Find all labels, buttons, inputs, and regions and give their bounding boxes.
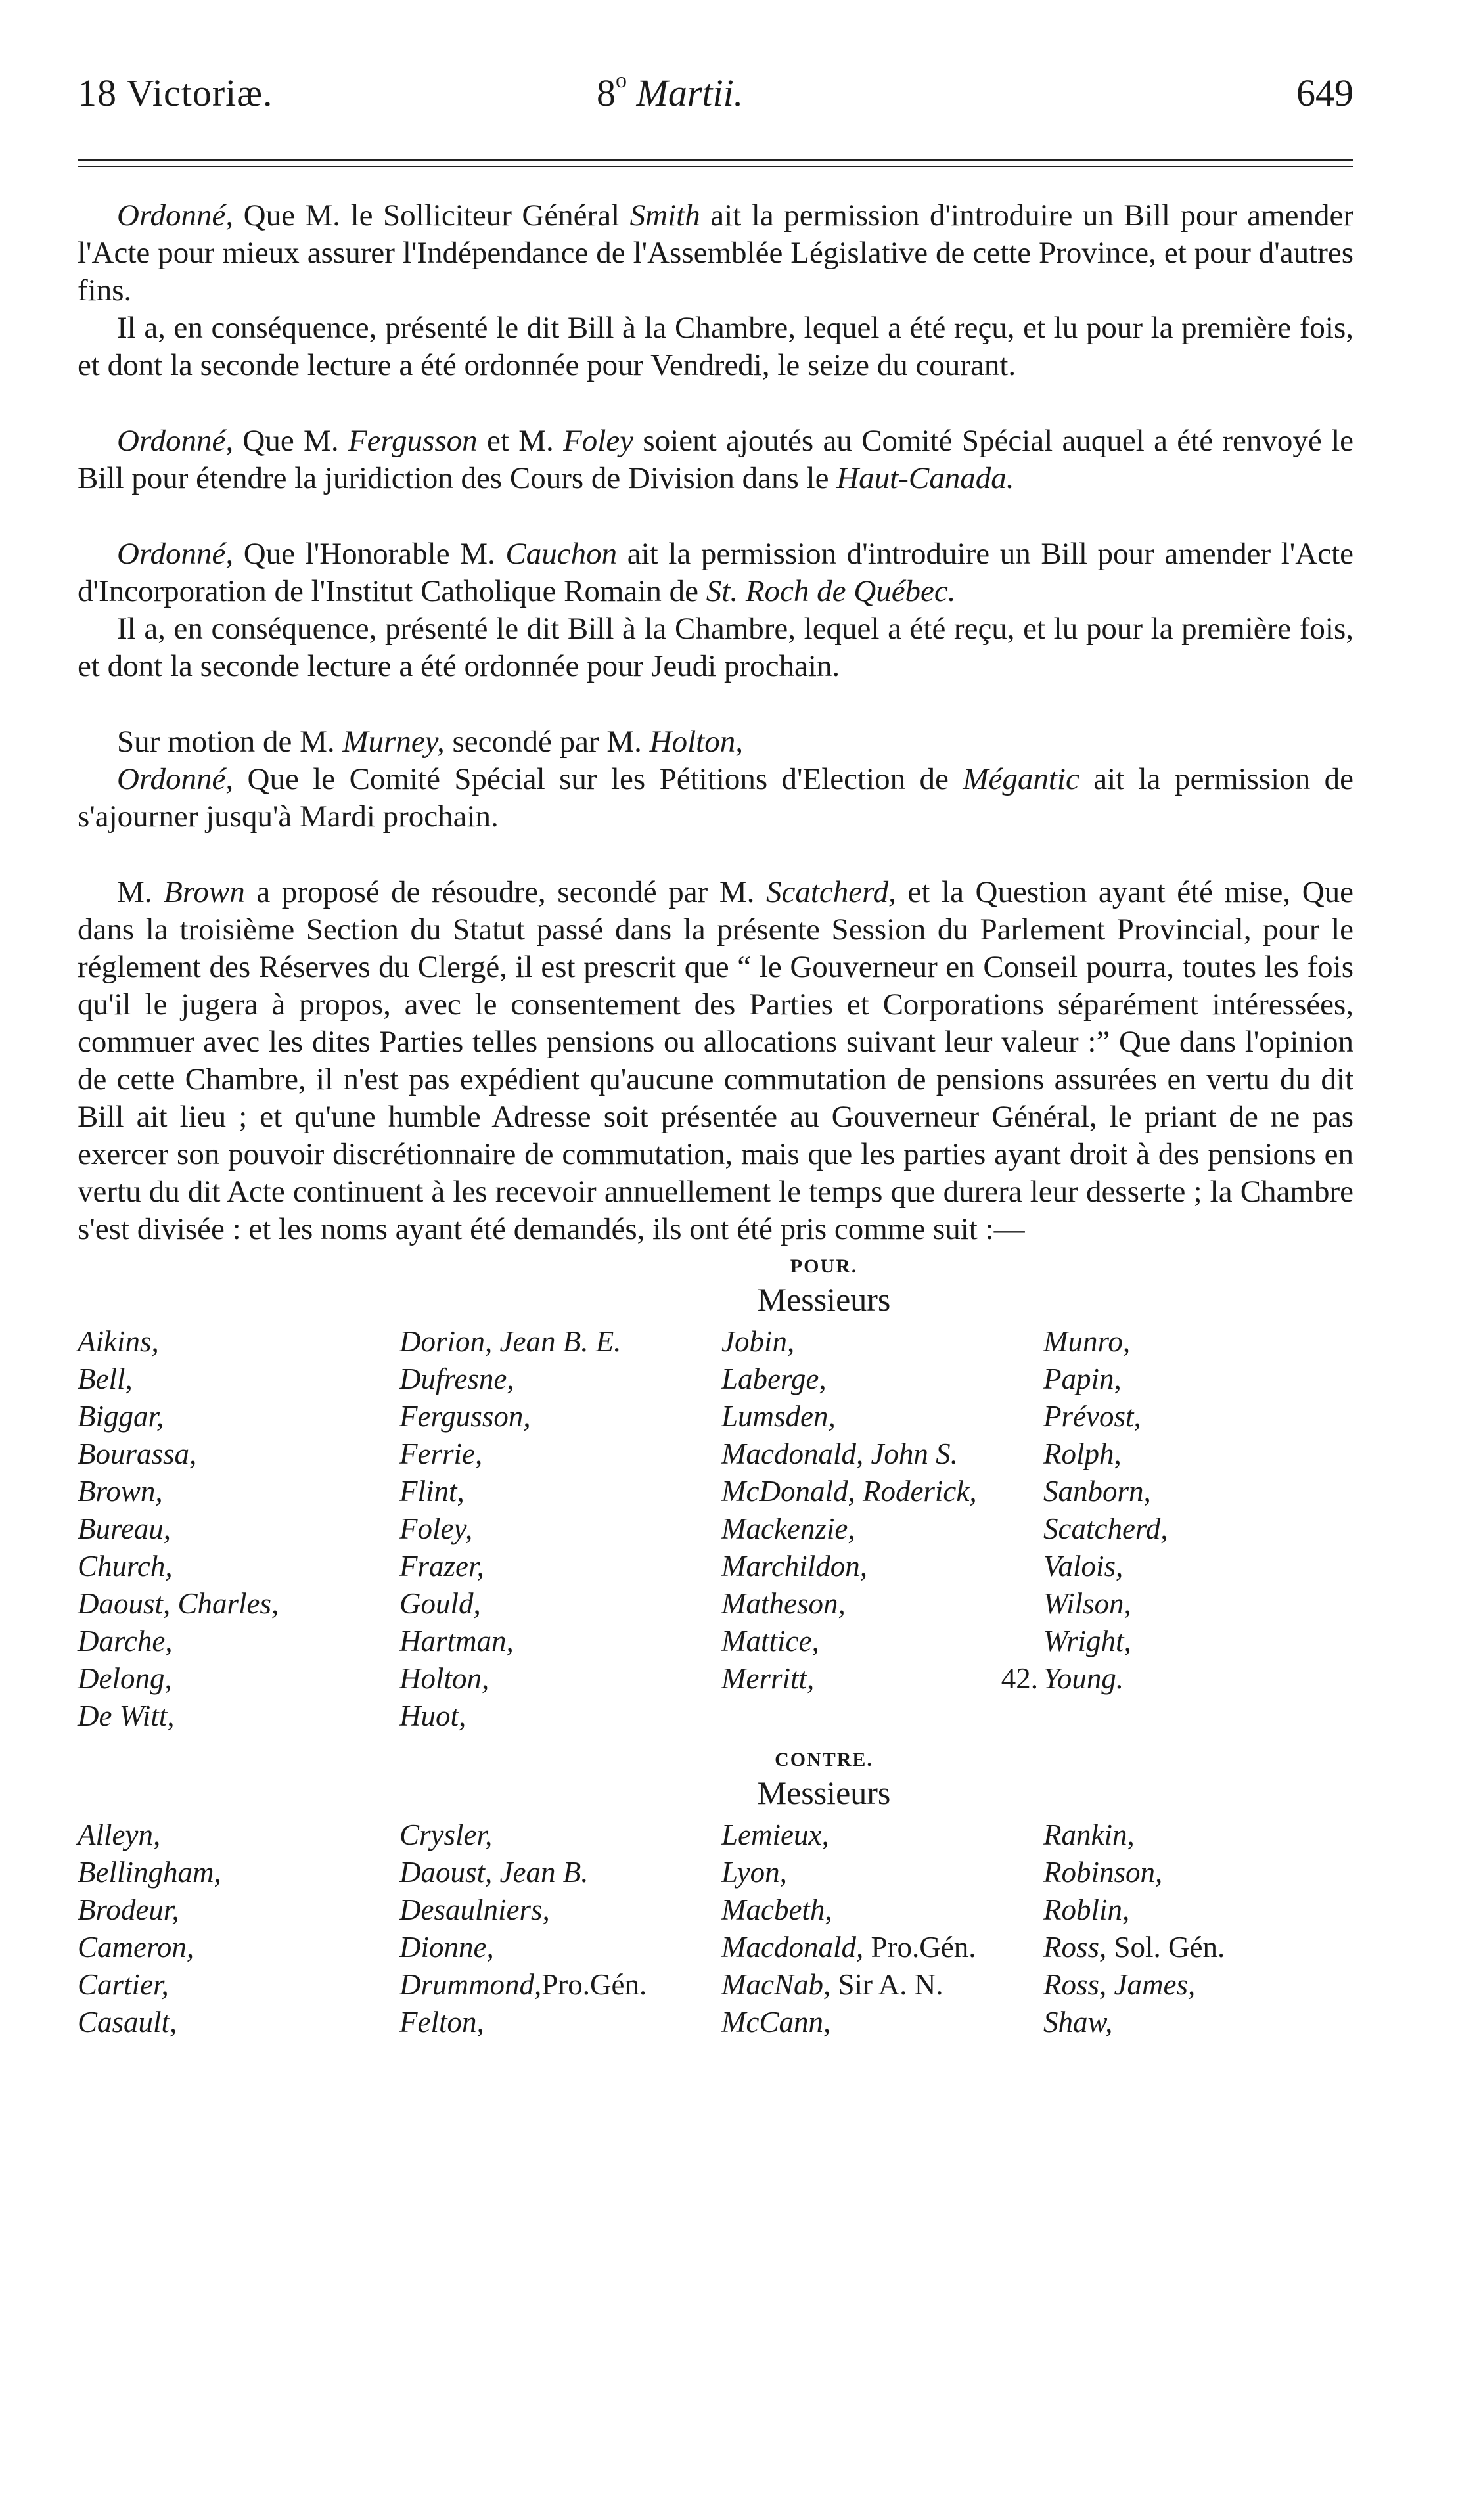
contre-heading: CONTRE. xyxy=(775,1749,873,1770)
ordonne-label: Ordonné, xyxy=(117,762,234,796)
list-item: Daoust, Jean B. xyxy=(399,1856,589,1889)
entry-text: ait la permission de s'ajourner jusqu'à Mardi prochain. xyxy=(78,762,1353,834)
list-item: Bellingham, xyxy=(78,1856,221,1889)
entry-cauchon-bill xyxy=(78,535,1353,685)
title-suffix: Pro.Gén. xyxy=(863,1931,976,1964)
list-item: Young. xyxy=(1043,1662,1124,1695)
entry-brown-motion xyxy=(78,874,1353,1248)
list-item: Desaulniers, xyxy=(399,1893,550,1926)
pour-names xyxy=(78,1323,1353,1735)
header-session: 18 Victoriæ. xyxy=(78,72,273,114)
list-item: Papin, xyxy=(1043,1362,1122,1395)
list-item: Munro, xyxy=(1043,1325,1131,1358)
list-item-name: Merritt, xyxy=(721,1662,815,1695)
entry-smith-bill xyxy=(78,197,1353,384)
list-item: Cartier, xyxy=(78,1968,169,2001)
pour-count: 42. xyxy=(1001,1662,1038,1695)
list-item: Bourassa, xyxy=(78,1437,197,1470)
pour-col-3 xyxy=(721,1323,1043,1735)
pour-col-1 xyxy=(78,1323,399,1735)
header-date xyxy=(597,68,744,115)
entry-text: Que M. le Solliciteur Général xyxy=(233,198,630,233)
journal-body xyxy=(78,197,1353,2053)
header-date-month: Martii. xyxy=(636,72,744,114)
header-date-sup: o xyxy=(616,68,627,93)
place-st-roch: St. Roch de Québec. xyxy=(706,574,956,608)
list-item: Jobin, xyxy=(721,1325,795,1358)
list-item: Laberge, xyxy=(721,1362,827,1395)
entry-megantic xyxy=(78,723,1353,836)
name-scatcherd: Scatcherd, xyxy=(766,875,896,909)
contre-names xyxy=(78,1816,1353,2041)
list-item: Holton, xyxy=(399,1662,489,1695)
entry-comite-special xyxy=(78,422,1353,497)
entry-text: Il a, en conséquence, présenté le dit Bill à la Chambre, lequel a été reçu, et lu pour la première fois, et dont la seconde lecture a été ordonnée pour Vendredi, le seize du courant. xyxy=(78,311,1353,382)
list-item: Roblin, xyxy=(1043,1893,1130,1926)
page-number: 649 xyxy=(1296,72,1353,114)
list-item: Brown, xyxy=(78,1475,163,1508)
list-item: Gould, xyxy=(399,1587,481,1620)
entry-text: Que M. xyxy=(233,424,348,458)
name-holton: Holton, xyxy=(649,725,743,759)
list-item xyxy=(399,1966,721,2004)
list-item xyxy=(721,1929,1043,1966)
list-item xyxy=(1043,1929,1353,1966)
entry-text: et la Question ayant été mise, Que dans la troisième Section du Statut passé dans la présente Session du Parlement Provincial, pour le réglement des Réserves du Clergé, il est prescrit que “ le Gouverneur en Conseil pourra, toutes les fois qu'il le jugera à propos, avec le consentement des Parties et Corporations séparément intéressées, commuer avec les dites Parties telles pensions ou allocations suivant leur valeur :” Que dans l'opinion de cette Chambre, il n'est pas expédient qu'aucune commutation de pensions assurées en vertu du dit Bill ait lieu ; et qu'une humble Adresse soit présentée au Gouverneur Général, le priant de ne pas exercer son pouvoir discrétionnaire de commutation, mais que les parties ayant droit à des pensions en vertu du dit Acte continuent à les recevoir annuellement le temps que durera leur desserte ; la Chambre s'est divisée : et les noms ayant été demandés, ils ont été pris comme suit :— xyxy=(78,875,1354,1246)
list-item: Marchildon, xyxy=(721,1550,868,1583)
list-item: Frazer, xyxy=(399,1550,484,1583)
entry-text: Il a, en conséquence, présenté le dit Bill à la Chambre, lequel a été reçu, et lu pour la première fois, et dont la seconde lecture a été ordonnée pour Jeudi prochain. xyxy=(78,612,1353,683)
contre-col-1 xyxy=(78,1816,399,2041)
list-item: Aikins, xyxy=(78,1325,159,1358)
list-item: Sanborn, xyxy=(1043,1475,1151,1508)
list-item: Scatcherd, xyxy=(1043,1512,1168,1545)
header-rule-thin xyxy=(78,166,1353,167)
list-item: Dufresne, xyxy=(399,1362,514,1395)
name-brown: Brown xyxy=(164,875,245,909)
place-megantic: Mégantic xyxy=(963,762,1079,796)
list-item: Cameron, xyxy=(78,1931,194,1964)
name-smith: Smith xyxy=(629,198,700,233)
list-item: Wright, xyxy=(1043,1625,1131,1657)
entry-text: Sur motion de M. xyxy=(117,725,343,759)
entry-text: Que l'Honorable M. xyxy=(233,537,506,571)
header-rule-thick xyxy=(78,159,1353,161)
entry-text: ait la permission d'introduire un Bill pour amender l'Acte d'Incorporation de l'Institut Catholique Romain de xyxy=(78,537,1353,608)
ordonne-label: Ordonné, xyxy=(117,537,234,571)
list-item-name: Drummond, xyxy=(399,1968,542,2001)
list-item: Bureau, xyxy=(78,1512,171,1545)
list-item: Robinson, xyxy=(1043,1856,1163,1889)
name-cauchon: Cauchon xyxy=(505,537,618,571)
list-item: Ferrie, xyxy=(399,1437,483,1470)
list-item: Casault, xyxy=(78,2006,177,2038)
list-item: Fergusson, xyxy=(399,1400,531,1433)
list-item: Ross, James, xyxy=(1043,1968,1196,2001)
entry-text: et M. xyxy=(477,424,564,458)
title-suffix: Pro.Gén. xyxy=(541,1968,647,2001)
title-suffix: Sol. Gén. xyxy=(1106,1931,1225,1964)
list-item: Lumsden, xyxy=(721,1400,836,1433)
list-item: Prévost, xyxy=(1043,1400,1141,1433)
contre-col-2 xyxy=(399,1816,721,2041)
list-item: Brodeur, xyxy=(78,1893,179,1926)
list-item: Rankin, xyxy=(1043,1818,1135,1851)
list-item: Alleyn, xyxy=(78,1818,161,1851)
list-item: Foley, xyxy=(399,1512,473,1545)
list-item-name: Ross, xyxy=(1043,1931,1107,1964)
entry-text: a proposé de résoudre, secondé par M. xyxy=(244,875,766,909)
list-item: Dorion, Jean B. E. xyxy=(399,1325,622,1358)
entry-text: soient ajoutés au Comité Spécial auquel a été renvoyé le Bill pour étendre la juridiction des Cours de Division dans le xyxy=(78,424,1354,495)
contre-col-4 xyxy=(1043,1816,1353,2041)
pour-col-2 xyxy=(399,1323,721,1735)
list-item: McDonald, Roderick, xyxy=(721,1475,977,1508)
list-item: Huot, xyxy=(399,1699,466,1732)
entry-text: M. xyxy=(117,875,164,909)
name-foley: Foley xyxy=(563,424,634,458)
list-item: Mackenzie, xyxy=(721,1512,855,1545)
list-item: Rolph, xyxy=(1043,1437,1122,1470)
list-item: Lyon, xyxy=(721,1856,787,1889)
list-item: Flint, xyxy=(399,1475,465,1508)
list-item: Lemieux, xyxy=(721,1818,829,1851)
list-item xyxy=(721,1660,1043,1698)
list-item: Macdonald, John S. xyxy=(721,1437,958,1470)
list-item: Valois, xyxy=(1043,1550,1124,1583)
entry-text: ait la permission d'introduire un Bill pour amender l'Acte pour mieux assurer l'Indépendance de l'Assemblée Législative de cette Province, et pour d'autres fins. xyxy=(78,198,1353,307)
haut-canada: Haut-Canada. xyxy=(836,461,1014,495)
page-header xyxy=(78,68,1353,124)
list-item: Mattice, xyxy=(721,1625,819,1657)
list-item: Wilson, xyxy=(1043,1587,1131,1620)
name-murney: Murney, xyxy=(342,725,445,759)
pour-col-4 xyxy=(1043,1323,1353,1735)
pour-messieurs: Messieurs xyxy=(757,1281,891,1318)
contre-col-3 xyxy=(721,1816,1043,2041)
list-item: Dionne, xyxy=(399,1931,494,1964)
header-date-number: 8 xyxy=(597,72,616,114)
list-item: Biggar, xyxy=(78,1400,164,1433)
list-item: Hartman, xyxy=(399,1625,514,1657)
list-item-name: MacNab, xyxy=(721,1968,831,2001)
list-item: Darche, xyxy=(78,1625,173,1657)
entry-text: Que le Comité Spécial sur les Pétitions d'Election de xyxy=(233,762,963,796)
list-item: Church, xyxy=(78,1550,173,1583)
list-item: Daoust, Charles, xyxy=(78,1587,279,1620)
entry-text: secondé par M. xyxy=(444,725,650,759)
list-item-name: Macdonald, xyxy=(721,1931,864,1964)
list-item: Delong, xyxy=(78,1662,172,1695)
ordonne-label: Ordonné, xyxy=(117,198,234,233)
contre-messieurs: Messieurs xyxy=(757,1774,891,1811)
title-suffix: Sir A. N. xyxy=(830,1968,943,2001)
list-item: McCann, xyxy=(721,2006,831,2038)
list-item xyxy=(721,1966,1043,2004)
list-item: Matheson, xyxy=(721,1587,846,1620)
pour-heading: POUR. xyxy=(790,1255,858,1277)
ordonne-label: Ordonné, xyxy=(117,424,234,458)
list-item: Bell, xyxy=(78,1362,133,1395)
list-item: Shaw, xyxy=(1043,2006,1113,2038)
list-item: Macbeth, xyxy=(721,1893,832,1926)
list-item: Felton, xyxy=(399,2006,484,2038)
list-item: Crysler, xyxy=(399,1818,493,1851)
name-fergusson: Fergusson xyxy=(348,424,478,458)
page xyxy=(78,0,1353,2520)
list-item: De Witt, xyxy=(78,1699,175,1732)
